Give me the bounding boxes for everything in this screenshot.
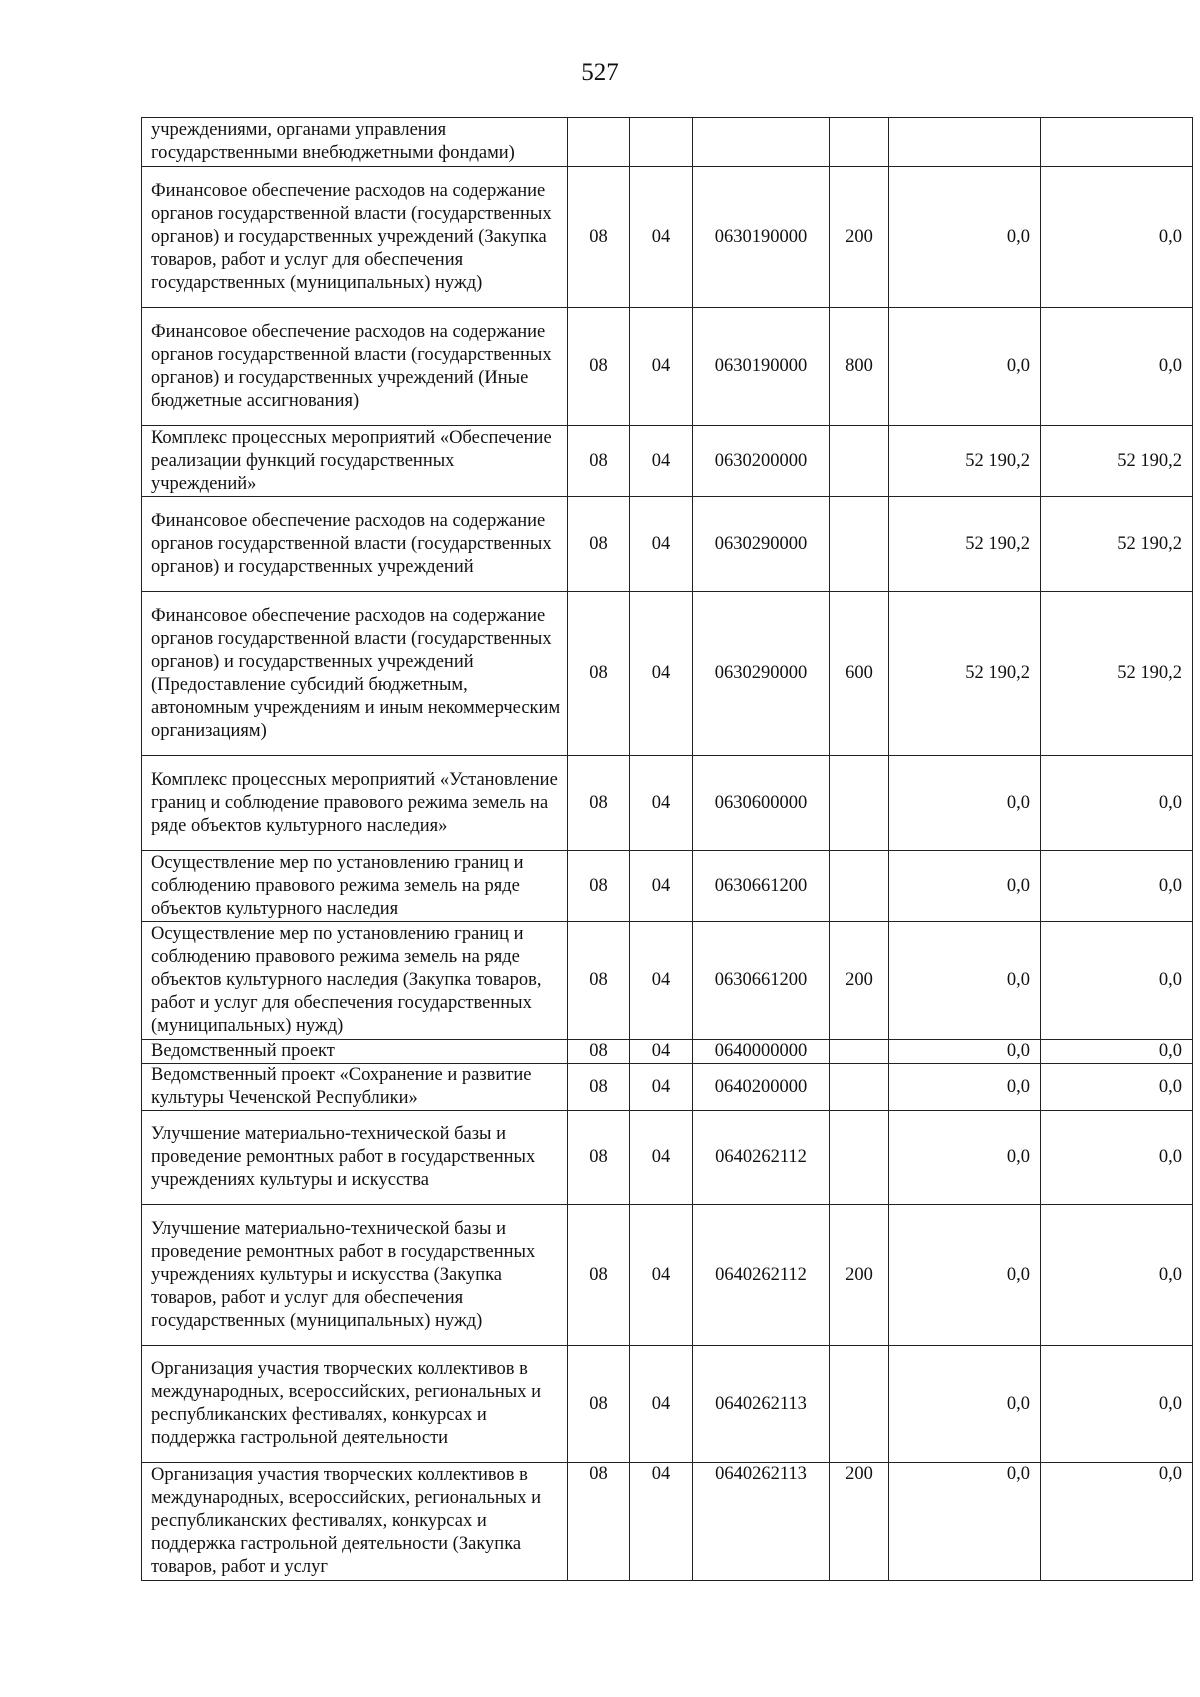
amount-year1-cell: 0,0: [889, 1040, 1041, 1064]
amount-year1-cell: 0,0: [889, 851, 1041, 922]
target-article-cell: 0630290000: [693, 497, 830, 592]
budget-table: [141, 117, 1193, 1581]
expense-type-cell: 200: [830, 1205, 889, 1346]
subsection-code-cell: 04: [630, 167, 693, 308]
amount-year2-cell: 0,0: [1041, 1111, 1193, 1205]
amount-year2-cell: 0,0: [1041, 756, 1193, 851]
subsection-code-cell: [630, 118, 693, 167]
row-name-cell: Ведомственный проект «Сохранение и развитие культуры Чеченской Республики»: [142, 1064, 568, 1111]
subsection-code-cell: 04: [630, 922, 693, 1040]
table-body: [142, 118, 1193, 1581]
target-article-cell: 0640262113: [693, 1463, 830, 1581]
amount-year1-cell: 0,0: [889, 1346, 1041, 1463]
row-name-cell: Улучшение материально-технической базы и проведение ремонтных работ в государственных учреждениях культуры и искусства (Закупка товаров, работ и услуг для обеспечения государственных (муниципальных) нужд): [142, 1205, 568, 1346]
expense-type-cell: [830, 1064, 889, 1111]
amount-year2-cell: 0,0: [1041, 1463, 1193, 1581]
expense-type-cell: [830, 1040, 889, 1064]
expense-type-cell: 800: [830, 308, 889, 426]
row-name-cell: Финансовое обеспечение расходов на содержание органов государственной власти (государственных органов) и государственных учреждений: [142, 497, 568, 592]
table-row: [142, 592, 1193, 756]
section-code-cell: 08: [568, 1205, 630, 1346]
row-name-cell: Ведомственный проект: [142, 1040, 568, 1064]
target-article-cell: 0630661200: [693, 922, 830, 1040]
subsection-code-cell: 04: [630, 1463, 693, 1581]
row-name-cell: Улучшение материально-технической базы и проведение ремонтных работ в государственных учреждениях культуры и искусства: [142, 1111, 568, 1205]
section-code-cell: 08: [568, 1111, 630, 1205]
subsection-code-cell: 04: [630, 1205, 693, 1346]
subsection-code-cell: 04: [630, 851, 693, 922]
amount-year1-cell: 52 190,2: [889, 497, 1041, 592]
table-row: [142, 118, 1193, 167]
table-row: [142, 851, 1193, 922]
target-article-cell: 0640262112: [693, 1205, 830, 1346]
section-code-cell: 08: [568, 497, 630, 592]
expense-type-cell: [830, 1111, 889, 1205]
target-article-cell: 0630290000: [693, 592, 830, 756]
amount-year2-cell: 52 190,2: [1041, 497, 1193, 592]
amount-year1-cell: 52 190,2: [889, 426, 1041, 497]
subsection-code-cell: 04: [630, 426, 693, 497]
target-article-cell: 0640000000: [693, 1040, 830, 1064]
target-article-cell: 0630661200: [693, 851, 830, 922]
table-row: [142, 756, 1193, 851]
section-code-cell: 08: [568, 308, 630, 426]
table-row: [142, 1463, 1193, 1581]
section-code-cell: [568, 118, 630, 167]
row-name-cell: Организация участия творческих коллективов в международных, всероссийских, региональных и республиканских фестивалях, конкурсах и поддержка гастрольной деятельности: [142, 1346, 568, 1463]
table-row: [142, 308, 1193, 426]
amount-year1-cell: 0,0: [889, 756, 1041, 851]
amount-year1-cell: 0,0: [889, 1463, 1041, 1581]
expense-type-cell: [830, 118, 889, 167]
section-code-cell: 08: [568, 1346, 630, 1463]
amount-year1-cell: 0,0: [889, 1111, 1041, 1205]
table-row: [142, 1064, 1193, 1111]
amount-year1-cell: 0,0: [889, 308, 1041, 426]
row-name-cell: Осуществление мер по установлению границ и соблюдению правового режима земель на ряде объектов культурного наследия (Закупка товаров, работ и услуг для обеспечения государственных (муниципальных) нужд): [142, 922, 568, 1040]
amount-year2-cell: 0,0: [1041, 1040, 1193, 1064]
row-name-cell: Комплекс процессных мероприятий «Обеспечение реализации функций государственных учреждений»: [142, 426, 568, 497]
target-article-cell: [693, 118, 830, 167]
subsection-code-cell: 04: [630, 1346, 693, 1463]
expense-type-cell: 200: [830, 1463, 889, 1581]
table-row: [142, 1040, 1193, 1064]
section-code-cell: 08: [568, 1463, 630, 1581]
expense-type-cell: 600: [830, 592, 889, 756]
row-name-cell: Организация участия творческих коллективов в международных, всероссийских, региональных и республиканских фестивалях, конкурсах и поддержка гастрольной деятельности (Закупка товаров, работ и услуг: [142, 1463, 568, 1581]
section-code-cell: 08: [568, 1040, 630, 1064]
amount-year1-cell: 0,0: [889, 1205, 1041, 1346]
amount-year2-cell: 52 190,2: [1041, 426, 1193, 497]
subsection-code-cell: 04: [630, 756, 693, 851]
section-code-cell: 08: [568, 922, 630, 1040]
expense-type-cell: 200: [830, 922, 889, 1040]
subsection-code-cell: 04: [630, 1040, 693, 1064]
amount-year2-cell: 0,0: [1041, 1064, 1193, 1111]
table-row: [142, 426, 1193, 497]
amount-year2-cell: 0,0: [1041, 167, 1193, 308]
row-name-cell: Финансовое обеспечение расходов на содержание органов государственной власти (государственных органов) и государственных учреждений (Иные бюджетные ассигнования): [142, 308, 568, 426]
expense-type-cell: [830, 851, 889, 922]
target-article-cell: 0630200000: [693, 426, 830, 497]
row-name-cell: учреждениями, органами управления государственными внебюджетными фондами): [142, 118, 568, 167]
amount-year1-cell: 0,0: [889, 167, 1041, 308]
expense-type-cell: [830, 497, 889, 592]
amount-year1-cell: 0,0: [889, 922, 1041, 1040]
row-name-cell: Финансовое обеспечение расходов на содержание органов государственной власти (государственных органов) и государственных учреждений (Предоставление субсидий бюджетным, автономным учреждениям и иным некоммерческим организациям): [142, 592, 568, 756]
target-article-cell: 0630190000: [693, 167, 830, 308]
table-row: [142, 1346, 1193, 1463]
subsection-code-cell: 04: [630, 308, 693, 426]
amount-year1-cell: 52 190,2: [889, 592, 1041, 756]
section-code-cell: 08: [568, 1064, 630, 1111]
target-article-cell: 0630600000: [693, 756, 830, 851]
target-article-cell: 0630190000: [693, 308, 830, 426]
amount-year2-cell: 0,0: [1041, 851, 1193, 922]
expense-type-cell: 200: [830, 167, 889, 308]
section-code-cell: 08: [568, 592, 630, 756]
table-row: [142, 497, 1193, 592]
expense-type-cell: [830, 756, 889, 851]
amount-year2-cell: 0,0: [1041, 1346, 1193, 1463]
subsection-code-cell: 04: [630, 1064, 693, 1111]
table-row: [142, 167, 1193, 308]
target-article-cell: 0640262112: [693, 1111, 830, 1205]
section-code-cell: 08: [568, 756, 630, 851]
table-row: [142, 1205, 1193, 1346]
section-code-cell: 08: [568, 851, 630, 922]
subsection-code-cell: 04: [630, 592, 693, 756]
amount-year2-cell: 0,0: [1041, 1205, 1193, 1346]
subsection-code-cell: 04: [630, 1111, 693, 1205]
amount-year2-cell: 0,0: [1041, 308, 1193, 426]
row-name-cell: Финансовое обеспечение расходов на содержание органов государственной власти (государственных органов) и государственных учреждений (Закупка товаров, работ и услуг для обеспечения государственных (муниципальных) нужд): [142, 167, 568, 308]
section-code-cell: 08: [568, 426, 630, 497]
amount-year1-cell: 0,0: [889, 1064, 1041, 1111]
amount-year1-cell: [889, 118, 1041, 167]
section-code-cell: 08: [568, 167, 630, 308]
target-article-cell: 0640200000: [693, 1064, 830, 1111]
subsection-code-cell: 04: [630, 497, 693, 592]
page-number: 527: [581, 59, 619, 86]
table-row: [142, 1111, 1193, 1205]
amount-year2-cell: 0,0: [1041, 922, 1193, 1040]
amount-year2-cell: 52 190,2: [1041, 592, 1193, 756]
amount-year2-cell: [1041, 118, 1193, 167]
expense-type-cell: [830, 426, 889, 497]
row-name-cell: Комплекс процессных мероприятий «Установление границ и соблюдение правового режима земель на ряде объектов культурного наследия»: [142, 756, 568, 851]
target-article-cell: 0640262113: [693, 1346, 830, 1463]
row-name-cell: Осуществление мер по установлению границ и соблюдению правового режима земель на ряде объектов культурного наследия: [142, 851, 568, 922]
table-row: [142, 922, 1193, 1040]
expense-type-cell: [830, 1346, 889, 1463]
